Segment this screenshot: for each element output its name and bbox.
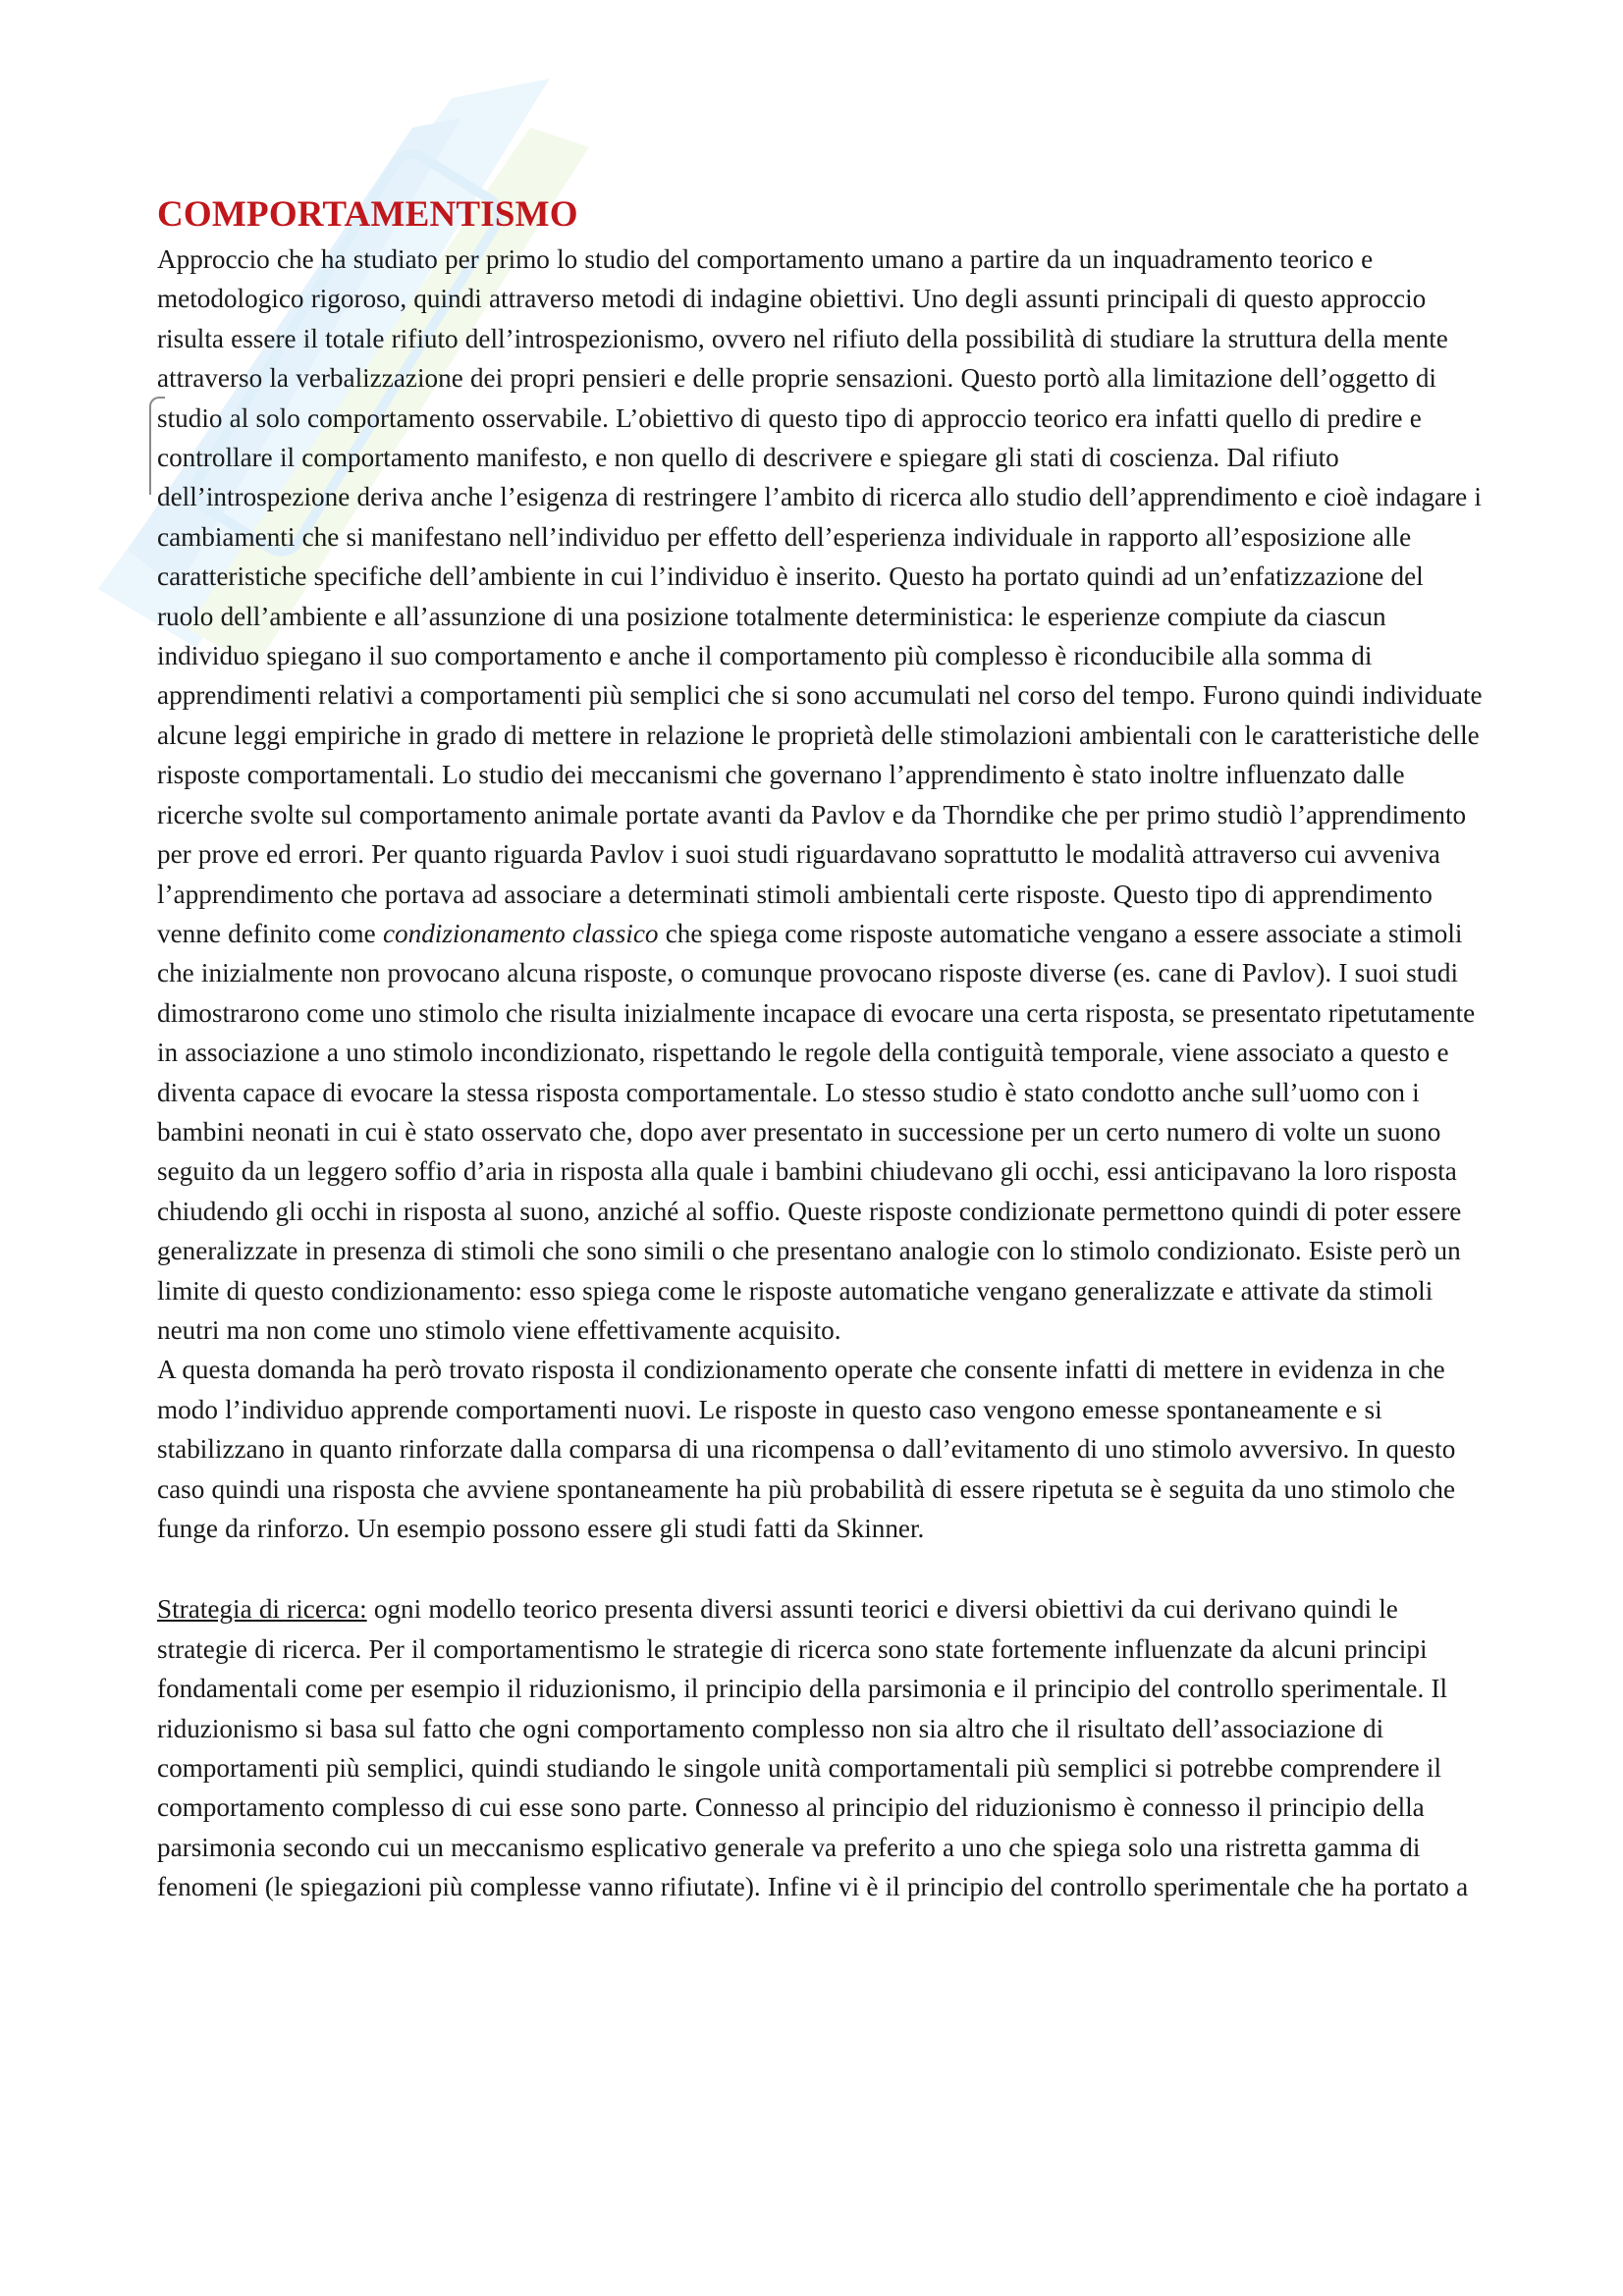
paragraph-1-rest: che spiega come risposte automatiche vengano a essere associate a stimoli che inizialmente non provocano alcuna risposte, o comunque provocano risposte diverse (es. cane di Pavlov). I suoi studi dimostrarono come uno stimolo che risulta inizialmente incapace di evocare una certa risposta, se presentato ripetutamente in associazione a uno stimolo incondizionato, rispettando le regole della contiguità temporale, viene associato a questo e diventa capace di evocare la stessa risposta comportamentale. Lo stesso studio è stato condotto anche sull’uomo con i bambini neonati in cui è stato osservato che, dopo aver presentato in successione per un certo numero di volte un suono seguito da un leggero soffio d’aria in risposta alla quale i bambini chiudevano gli occhi, essi anticipavano la loro risposta chiudendo gli occhi in risposta al suono, anziché al soffio. Queste risposte condizionate permettono quindi di poter essere generalizzate in presenza di stimoli che sono simili o che presentano analogie con lo stimolo condizionato. Esiste però un limite di questo condizionamento: esso spiega come le risposte automatiche vengano generalizzate e attivate da stimoli neutri ma non come uno stimolo viene effettivamente acquisito. bbox=[157, 918, 1476, 1345]
paragraph-2: A questa domanda ha però trovato risposta il condizionamento operate che consente infatti di mettere in evidenza in che modo l’individuo apprende comportamenti nuovi. Le risposte in questo caso vengono emesse spontaneamente e si stabilizzano in quanto rinforzate dalla comparsa di una ricompensa o dall’evitamento di uno stimolo avversivo. In questo caso quindi una risposta che avviene spontaneamente ha più probabilità di essere ripetuta se è seguita da uno stimolo che funge da rinforzo. Un esempio possono essere gli studi fatti da Skinner. bbox=[157, 1355, 1456, 1543]
document-title: COMPORTAMENTISMO bbox=[157, 194, 578, 235]
paragraph-1-text: Approccio che ha studiato per primo lo studio del comportamento umano a partire da un inquadramento teorico e metodologico rigoroso, quindi attraverso metodi di indagine obiettivi. Uno degli assunti principali di questo approccio risulta essere il totale rifiuto dell’introspezionismo, ovvero nel rifiuto della possibilità di studiare la struttura della mente attraverso la verbalizzazione dei propri pensieri e delle proprie sensazioni. Questo portò alla limitazione dell’oggetto di studio al solo comportamento osservabile. L’obiettivo di questo tipo di approccio teorico era infatti quello di predire e controllare il comportamento manifesto, e non quello di descrivere e spiegare gli stati di coscienza. Dal rifiuto dell’introspezione deriva anche l’esigenza di restringere l’ambito di ricerca allo studio dell’apprendimento e cioè indagare i cambiamenti che si manifestano nell’individuo per effetto dell’esperienza individuale in rapporto all’esposizione alle caratteristiche specifiche dell’ambiente in cui l’individuo è inserito. Questo ha portato quindi ad un’enfatizzazione del ruolo dell’ambiente e all’assunzione di una posizione totalmente deterministica: le esperienze compiute da ciascun individuo spiegano il suo comportamento e anche il comportamento più complesso è riconducibile alla somma di apprendimenti relativi a comportamenti più semplici che si sono accumulati nel corso del tempo. Furono quindi individuate alcune leggi empiriche in grado di mettere in relazione le proprietà delle stimolazioni ambientali con le caratteristiche delle risposte comportamentali. Lo studio dei meccanismi che governano l’apprendimento è stato inoltre influenzato dalle ricerche svolte sul comportamento animale portate avanti da Pavlov e da Thorndike che per primo studiò l’apprendimento per prove ed errori. Per quanto riguarda Pavlov i suoi studi riguardavano soprattutto le modalità attraverso cui avveniva l’apprendimento che portava ad associare a determinati stimoli ambientali certe risposte. Questo tipo di apprendimento venne definito come bbox=[157, 244, 1483, 948]
paragraph-3 bbox=[157, 1589, 1483, 1906]
document-page bbox=[157, 192, 1483, 1907]
section-label-strategia: Strategia di ricerca: bbox=[157, 1594, 367, 1625]
paragraph-1-italic: condizionamento classico bbox=[382, 918, 659, 948]
paragraph-1 bbox=[157, 240, 1483, 1350]
paragraph-gap bbox=[157, 1548, 1483, 1589]
paragraph-3-text: ogni modello teorico presenta diversi assunti teorici e diversi obiettivi da cui derivano quindi le strategie di ricerca. Per il comportamentismo le strategie di ricerca sono state fortemente influenzate da alcuni principi fondamentali come per esempio il riduzionismo, il principio della parsimonia e il principio del controllo sperimentale. Il riduzionismo si basa sul fatto che ogni comportamento complesso non sia altro che il risultato dell’associazione di comportamenti più semplici, quindi studiando le singole unità comportamentali più semplici si potrebbe comprendere il comportamento complesso di cui esse sono parte. Connesso al principio del riduzionismo è connesso il principio della parsimonia secondo cui un meccanismo esplicativo generale va preferito a uno che spiega solo una ristretta gamma di fenomeni (le spiegazioni più complesse vanno rifiutate). Infine vi è il principio del controllo sperimentale che ha portato a bbox=[157, 1594, 1469, 1902]
